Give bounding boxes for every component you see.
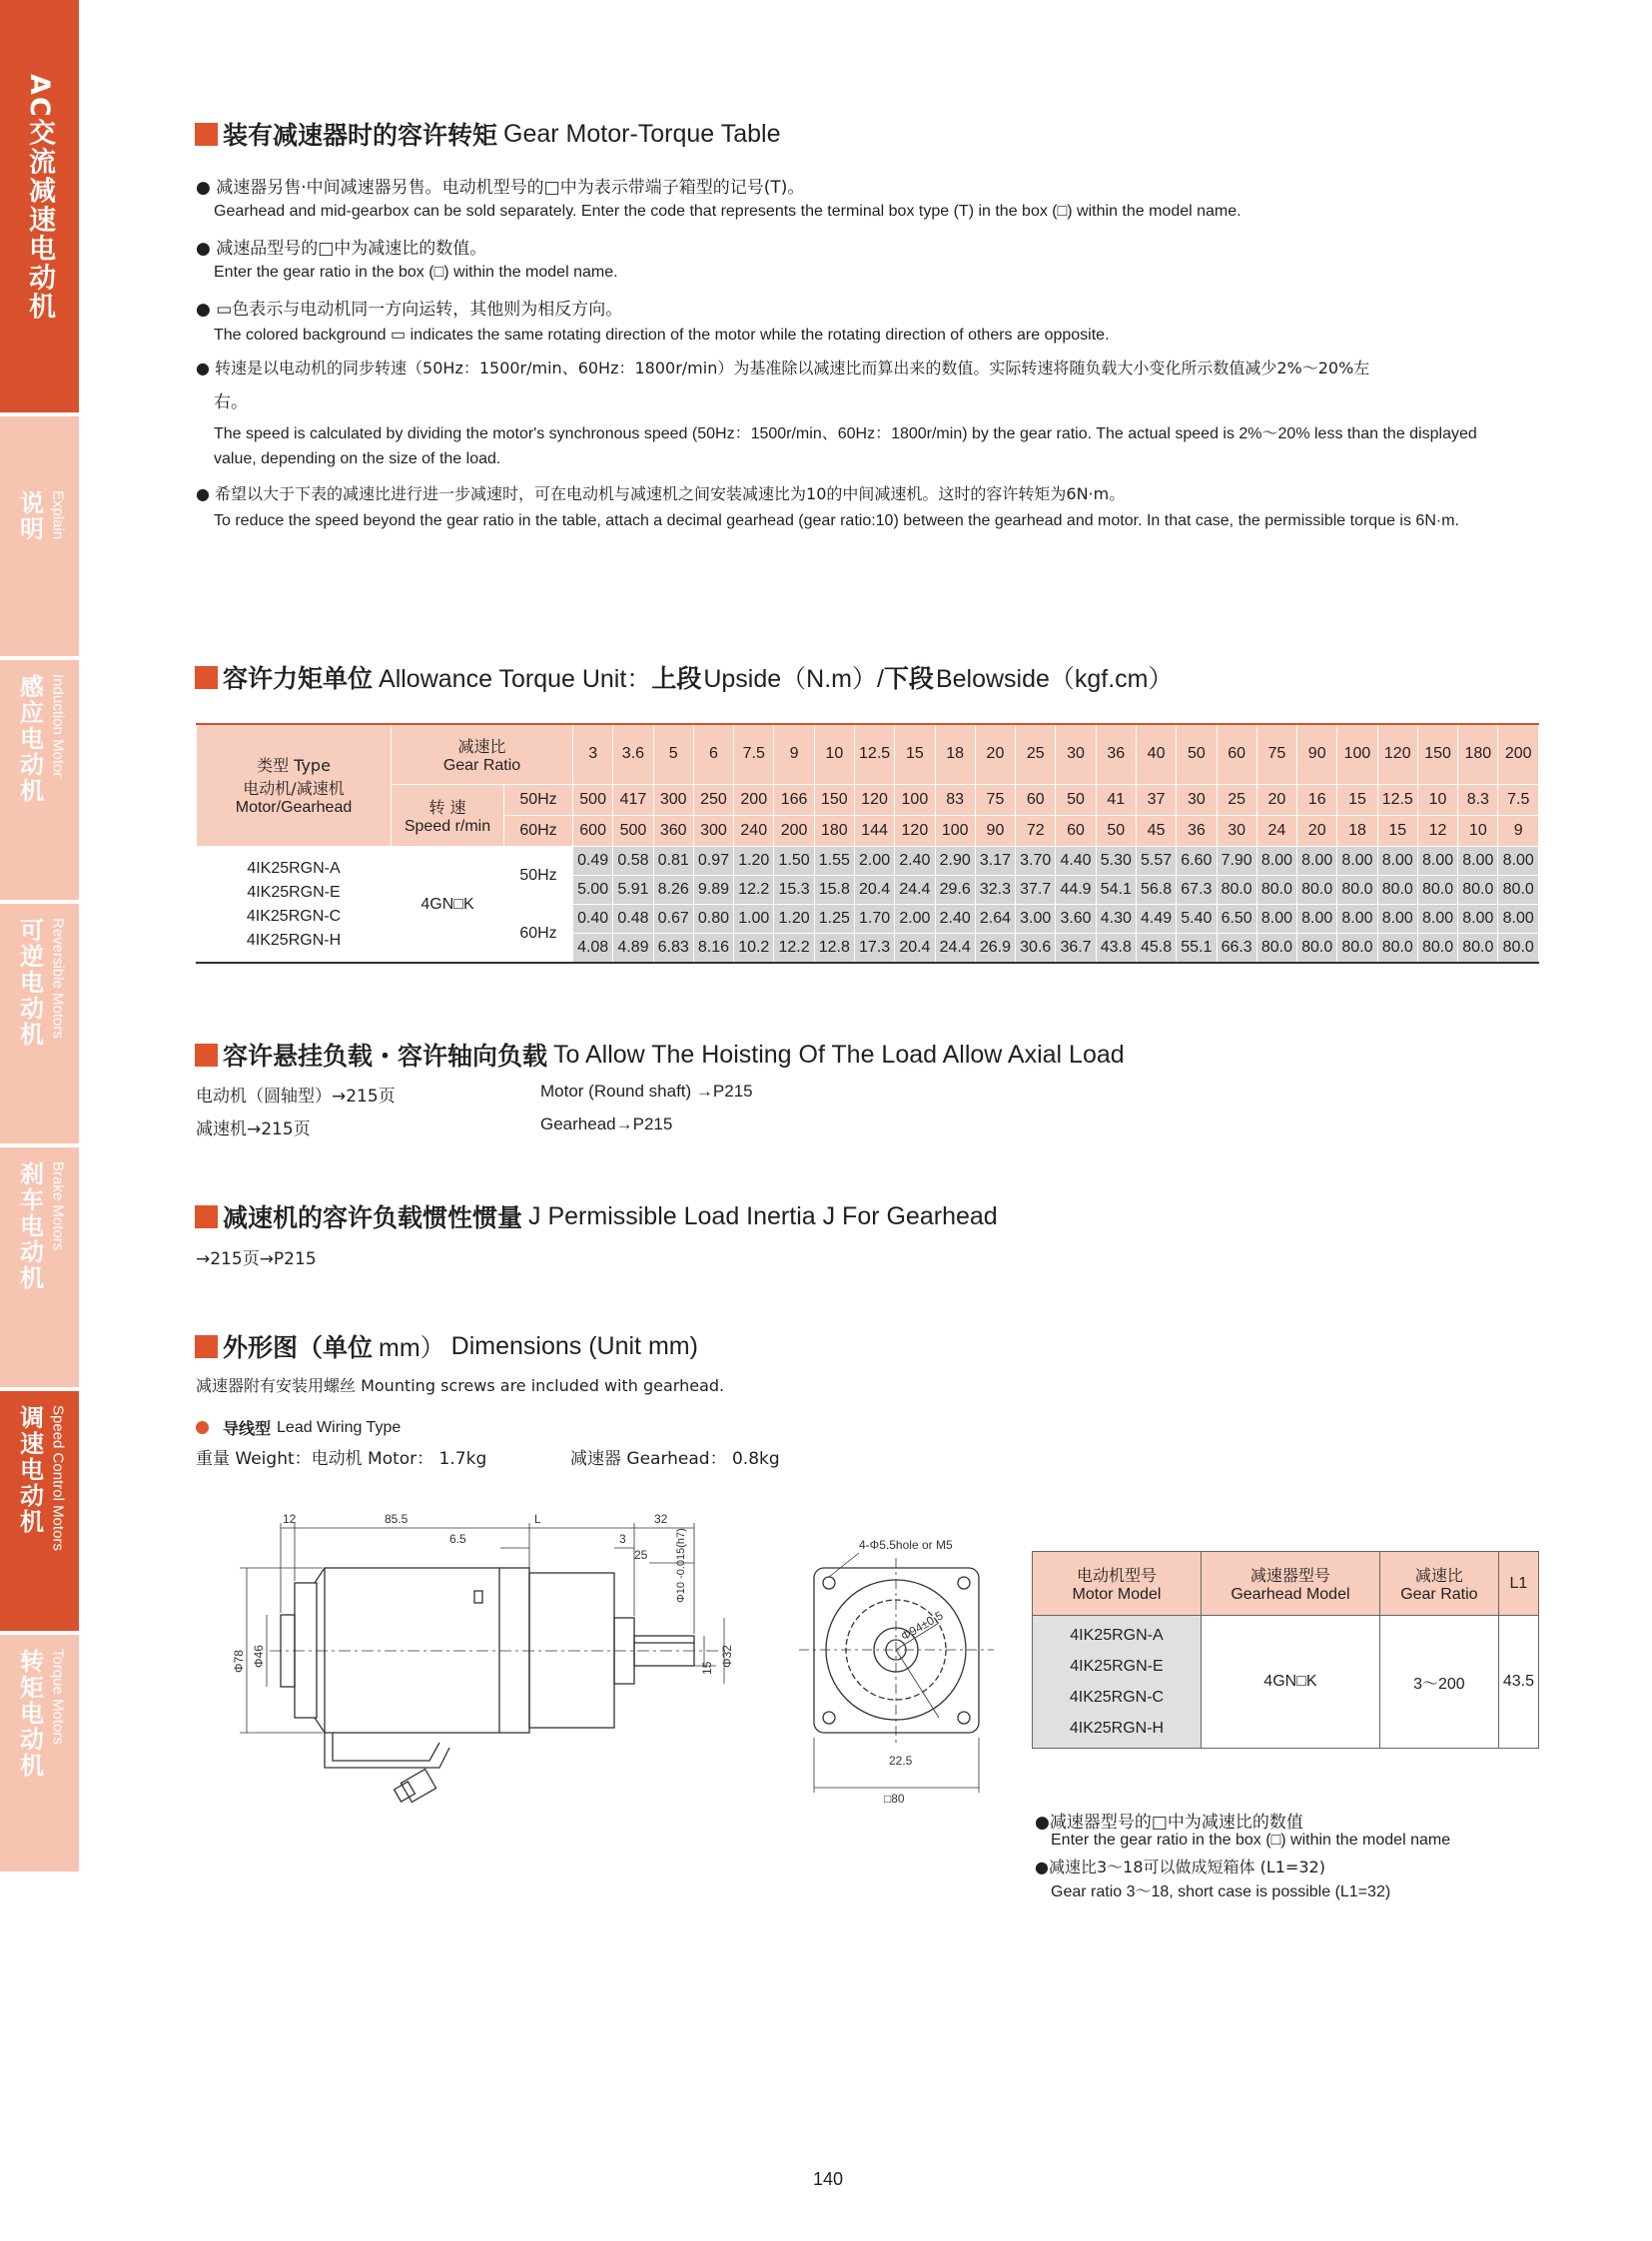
speed-value: 15 [1377,816,1417,847]
heading-square-icon [195,1205,218,1228]
dim-label: 22.5 [889,1754,913,1768]
model-name: 4IK25RGN-H [246,931,342,949]
model-name: 4IK25RGN-C [1069,1689,1165,1706]
torque-value: 67.3 [1177,876,1217,905]
speed-value: 25 [1217,785,1256,816]
torque-value: 29.6 [935,876,975,905]
speed-value: 72 [1016,816,1056,847]
torque-value: 17.3 [854,934,894,964]
ref-line: Gearhead→P215 [540,1115,673,1133]
model-name: 4IK25RGN-C [246,907,342,925]
torque-value: 80.0 [1458,934,1498,964]
speed-value: 60 [1016,785,1056,816]
sidebar-tab-ac-motor[interactable]: AC交流减速电动机 [0,0,79,412]
ref-line: Motor (Round shaft) →P215 [540,1082,753,1101]
type-label: 电动机/减速机 [243,779,345,798]
torque-value: 1.25 [814,905,854,934]
ratio-value: 10 [814,724,854,785]
speed-header-cell [392,785,504,847]
torque-value: 0.97 [693,847,733,876]
speed-value: 12 [1417,816,1457,847]
speed-value: 50 [1096,816,1136,847]
dim-label: 3 [619,1532,626,1546]
ratio-value: 20 [975,724,1015,785]
note-line: Gearhead and mid-gearbox can be sold separately. Enter the code that represents the terminal box type (T) in the box (□) within the model name. [214,203,1241,220]
speed-value: 30 [1177,785,1217,816]
note-line: ● ▭色表示与电动机同一方向运转，其他则为相反方向。 [196,300,623,320]
speed-value: 600 [573,816,613,847]
speed-value: 200 [734,785,774,816]
dim-label: 85.5 [385,1512,409,1526]
speed-label: Speed r/min [404,818,491,835]
torque-value: 4.89 [613,934,653,964]
ratio-value: 9 [774,724,814,785]
torque-value: 0.49 [573,847,613,876]
heading-square-icon [195,666,218,689]
freq-label: 60Hz [504,905,573,964]
heading-square-icon [195,1044,218,1067]
torque-value: 3.60 [1056,905,1096,934]
ratio-value: 15 [895,724,935,785]
torque-table [196,723,1539,964]
bullet-dot-icon [196,1421,209,1434]
speed-value: 60 [1056,816,1096,847]
speed-value: 100 [895,785,935,816]
torque-value: 66.3 [1217,934,1256,964]
ref-line: 电动机（圆轴型）→215页 [196,1087,396,1107]
torque-value: 8.00 [1498,847,1539,876]
speed-value: 144 [854,816,894,847]
speed-value: 16 [1297,785,1337,816]
speed-value: 50 [1056,785,1096,816]
torque-value: 0.67 [653,905,693,934]
sidebar-tab-brake[interactable]: 刹车电动机 Brake Motors [0,1147,79,1387]
torque-value: 80.0 [1458,876,1498,905]
torque-value: 6.83 [653,934,693,964]
speed-value: 8.3 [1458,785,1498,816]
sidebar-tab-explain[interactable]: 说明 Explain [0,416,79,656]
ratio-header-cell [392,724,573,785]
speed-value: 75 [975,785,1015,816]
torque-value: 80.0 [1297,934,1337,964]
ratio-value: 90 [1297,724,1337,785]
torque-value: 8.00 [1458,905,1498,934]
ratio-value: 150 [1417,724,1457,785]
ratio-value: 7.5 [734,724,774,785]
header-l1: L1 [1498,1552,1538,1616]
note-line: ● 减速品型号的□中为减速比的数值。 [196,239,487,259]
speed-value: 45 [1136,816,1176,847]
model-list-cell [1033,1616,1202,1749]
torque-value: 0.40 [573,905,613,934]
speed-value: 240 [734,816,774,847]
model-name: 4IK25RGN-E [1070,1658,1164,1675]
table-row [197,724,1539,785]
header-gearhead-model: 减速器型号 Gearhead Model [1201,1552,1379,1616]
torque-value: 1.70 [854,905,894,934]
torque-value: 7.90 [1217,847,1256,876]
dim-label: 15 [700,1661,714,1675]
heading-square-icon [195,123,218,146]
model-name: 4IK25RGN-A [1070,1627,1164,1644]
footnote-line: Enter the gear ratio in the box (□) within the model name [1051,1832,1451,1849]
dim-label: □80 [884,1792,905,1806]
torque-value: 32.3 [975,876,1015,905]
speed-value: 15 [1337,785,1377,816]
torque-value: 15.3 [774,876,814,905]
torque-value: 1.00 [734,905,774,934]
speed-value: 7.5 [1498,785,1539,816]
torque-value: 10.2 [734,934,774,964]
dim-label: 6.5 [449,1532,466,1546]
ratio-value: 5 [653,724,693,785]
speed-value: 20 [1256,785,1296,816]
ratio-value: 3 [573,724,613,785]
dim-label: 12 [283,1512,297,1526]
sidebar-nav [0,0,79,1871]
section-heading-load: 容许悬挂负载・容许轴向负载 To Allow The Hoisting Of The Load Allow Axial Load [195,1037,1125,1073]
torque-value: 36.7 [1056,934,1096,964]
table-row [197,847,1539,876]
speed-value: 100 [935,816,975,847]
page-number: 140 [813,2169,844,2189]
dim-label: Φ46 [252,1645,266,1668]
header-gear-ratio: 减速比 Gear Ratio [1379,1552,1498,1616]
speed-value: 120 [895,816,935,847]
torque-value: 80.0 [1377,876,1417,905]
sidebar-tab-speed-control[interactable]: 调速电动机 Speed Control Motors [0,1391,79,1631]
torque-value: 43.8 [1096,934,1136,964]
ratio-value: 120 [1377,724,1417,785]
speed-value: 180 [814,816,854,847]
table-row [197,785,1539,816]
model-name: 4IK25RGN-E [247,883,341,901]
model-name: 4IK25RGN-A [247,859,341,877]
torque-value: 54.1 [1096,876,1136,905]
section-heading-dimensions: 外形图（单位 mm） Dimensions (Unit mm) [195,1328,698,1364]
torque-value: 2.00 [895,905,935,934]
torque-value: 8.00 [1297,905,1337,934]
torque-value: 5.30 [1096,847,1136,876]
sidebar-tab-reversible[interactable]: 可逆电动机 Reversible Motors [0,904,79,1143]
torque-value: 1.55 [814,847,854,876]
ratio-value: 6 [693,724,733,785]
torque-value: 2.40 [935,905,975,934]
speed-value: 90 [975,816,1015,847]
motor-front-view-drawing [799,1533,999,1823]
ratio-value: 60 [1217,724,1256,785]
speed-value: 150 [814,785,854,816]
torque-value: 8.00 [1256,847,1296,876]
torque-value: 80.0 [1498,934,1539,964]
note-line: value, depending on the size of the load. [214,450,501,467]
type-header-cell [197,724,392,847]
dim-label: 4-Φ5.5hole or M5 [859,1538,953,1552]
torque-value: 44.9 [1056,876,1096,905]
speed-value: 83 [935,785,975,816]
torque-value: 80.0 [1217,876,1256,905]
model-table [1032,1551,1539,1749]
speed-value: 300 [653,785,693,816]
freq-label: 60Hz [504,816,573,847]
ratio-value: 75 [1256,724,1296,785]
torque-value: 6.60 [1177,847,1217,876]
torque-value: 4.40 [1056,847,1096,876]
footnote-line: ●减速比3～18可以做成短箱体 (L1=32) [1035,1858,1325,1876]
ratio-value: 3.6 [613,724,653,785]
type-label: 类型 Type [257,756,331,775]
torque-value: 37.7 [1016,876,1056,905]
torque-value: 80.0 [1417,934,1457,964]
speed-value: 24 [1256,816,1296,847]
ref-line: 减速机→215页 [196,1120,311,1139]
weight-gearhead: 减速器 Gearhead： 0.8kg [570,1449,780,1469]
torque-value: 8.16 [693,934,733,964]
torque-value: 80.0 [1417,876,1457,905]
l1-cell: 43.5 [1498,1616,1538,1749]
model-name: 4IK25RGN-H [1069,1720,1165,1737]
torque-value: 8.00 [1377,847,1417,876]
torque-value: 4.49 [1136,905,1176,934]
speed-value: 200 [774,816,814,847]
speed-value: 37 [1136,785,1176,816]
torque-value: 8.00 [1337,905,1377,934]
torque-value: 6.50 [1217,905,1256,934]
torque-value: 26.9 [975,934,1015,964]
speed-value: 166 [774,785,814,816]
torque-value: 80.0 [1377,934,1417,964]
torque-value: 80.0 [1337,876,1377,905]
note-line: The speed is calculated by dividing the motor's synchronous speed (50Hz：1500r/min、60Hz：1800r/min) by the gear ratio. The actual speed is 2%～20% less than the displayed [214,425,1477,442]
speed-value: 417 [613,785,653,816]
torque-value: 24.4 [895,876,935,905]
torque-value: 12.2 [774,934,814,964]
speed-value: 500 [613,816,653,847]
torque-value: 80.0 [1337,934,1377,964]
torque-value: 1.50 [774,847,814,876]
sidebar-tab-induction[interactable]: 感应电动机 Induction Motor [0,660,79,900]
torque-value: 1.20 [774,905,814,934]
torque-value: 8.00 [1337,847,1377,876]
speed-value: 250 [693,785,733,816]
screws-note: 减速器附有安装用螺丝 Mounting screws are included with gearhead. [196,1376,725,1395]
torque-value: 8.00 [1498,905,1539,934]
ratio-label: 减速比 [457,736,506,756]
torque-value: 3.17 [975,847,1015,876]
model-list-cell [197,847,392,964]
torque-value: 20.4 [895,934,935,964]
torque-value: 45.8 [1136,934,1176,964]
note-line: To reduce the speed beyond the gear ratio in the table, attach a decimal gearhead (gear ratio:10) between the gearhead and motor. In that case, the permissible torque is 6N·m. [214,512,1459,529]
dim-label: Φ78 [232,1650,246,1673]
torque-value: 12.8 [814,934,854,964]
section-heading-allowance: 容许力矩单位 Allowance Torque Unit： 上段 Upside（N.m）/ 下段 Belowside（kgf.cm） [195,659,1174,695]
torque-value: 55.1 [1177,934,1217,964]
torque-value: 2.90 [935,847,975,876]
table-top-rule [196,723,1539,725]
torque-value: 30.6 [1016,934,1056,964]
torque-value: 5.00 [573,876,613,905]
ratio-value: 25 [1016,724,1056,785]
torque-value: 5.40 [1177,905,1217,934]
torque-value: 2.00 [854,847,894,876]
torque-value: 8.00 [1458,847,1498,876]
note-line: The colored background ▭ indicates the same rotating direction of the motor while the rotating direction of others are opposite. [214,327,1110,344]
ratio-value: 40 [1136,724,1176,785]
torque-value: 80.0 [1256,876,1296,905]
torque-value: 20.4 [854,876,894,905]
speed-value: 9 [1498,816,1539,847]
torque-value: 15.8 [814,876,854,905]
gearhead-cell: 4GN□K [1201,1616,1379,1749]
torque-value: 0.58 [613,847,653,876]
torque-value: 80.0 [1297,876,1337,905]
ratio-value: 12.5 [854,724,894,785]
speed-value: 360 [653,816,693,847]
heading-square-icon [195,1335,218,1358]
speed-label: 转 速 [428,798,466,817]
torque-value: 2.64 [975,905,1015,934]
speed-value: 12.5 [1377,785,1417,816]
speed-value: 10 [1417,785,1457,816]
speed-value: 30 [1217,816,1256,847]
wire-type-label: 导线型 Lead Wiring Type [196,1416,401,1439]
section-heading-torque: 装有减速器时的容许转矩 Gear Motor-Torque Table [195,116,780,152]
torque-value: 5.57 [1136,847,1176,876]
torque-value: 8.00 [1377,905,1417,934]
torque-value: 24.4 [935,934,975,964]
speed-value: 120 [854,785,894,816]
speed-value: 500 [573,785,613,816]
gearhead-cell: 4GN□K [392,847,504,964]
freq-label: 50Hz [504,847,573,905]
motor-side-view-drawing [225,1503,764,1823]
freq-label: 50Hz [504,785,573,816]
type-label: Motor/Gearhead [235,799,353,816]
ratio-value: 100 [1337,724,1377,785]
torque-value: 56.8 [1136,876,1176,905]
ratio-value: 36 [1096,724,1136,785]
ref-line: →215页→P215 [196,1249,317,1269]
torque-value: 8.00 [1256,905,1296,934]
sidebar-tab-torque[interactable]: 转矩电动机 Torque Motors [0,1635,79,1871]
speed-value: 41 [1096,785,1136,816]
note-line: ● 希望以大于下表的减速比进行进一步减速时，可在电动机与减速机之间安装减速比为10的中间减速机。这时的容许转矩为6N·m。 [196,484,1126,503]
dim-label: L [534,1512,541,1526]
footnote-line: Gear ratio 3～18, short case is possible (L1=32) [1051,1883,1391,1900]
ratio-value: 180 [1458,724,1498,785]
dim-label: Φ32 [720,1645,734,1668]
header-motor-model: 电动机型号 Motor Model [1033,1552,1202,1616]
torque-value: 12.2 [734,876,774,905]
torque-value: 0.80 [693,905,733,934]
torque-value: 0.48 [613,905,653,934]
speed-value: 20 [1297,816,1337,847]
dim-label: Φ94±0.5 [898,1608,946,1644]
dim-label: 32 [654,1512,668,1526]
torque-value: 3.00 [1016,905,1056,934]
speed-value: 18 [1337,816,1377,847]
speed-value: 300 [693,816,733,847]
note-line: ● 减速器另售·中间减速器另售。电动机型号的□中为表示带端子箱型的记号(T)。 [196,178,805,198]
torque-value: 4.08 [573,934,613,964]
ratio-value: 18 [935,724,975,785]
footnote-line: ●减速器型号的□中为减速比的数值 [1035,1813,1303,1833]
ratio-label: Gear Ratio [442,756,521,774]
weight-motor: 重量 Weight：电动机 Motor： 1.7kg [196,1449,487,1469]
torque-value: 3.70 [1016,847,1056,876]
note-line: ● 转速是以电动机的同步转速（50Hz：1500r/min、60Hz：1800r/min）为基准除以减速比而算出来的数值。实际转速将随负载大小变化所示数值减少2%～20%左 [196,359,1370,377]
ratio-cell: 3～200 [1379,1616,1498,1749]
ratio-value: 30 [1056,724,1096,785]
ratio-value: 200 [1498,724,1539,785]
dim-label: 25 [634,1548,648,1562]
torque-value: 8.26 [653,876,693,905]
speed-value: 10 [1458,816,1498,847]
ratio-value: 50 [1177,724,1217,785]
note-line: 右。 [214,392,248,412]
dim-label: Φ10 -0.015(h7) [675,1528,687,1603]
torque-value: 8.00 [1417,905,1457,934]
torque-value: 4.30 [1096,905,1136,934]
torque-value: 8.00 [1417,847,1457,876]
torque-value: 9.89 [693,876,733,905]
section-heading-inertia: 减速机的容许负载惯性惯量 J Permissible Load Inertia J For Gearhead [195,1198,998,1234]
torque-value: 80.0 [1256,934,1296,964]
torque-value: 0.81 [653,847,693,876]
speed-value: 36 [1177,816,1217,847]
torque-value: 80.0 [1498,876,1539,905]
torque-value: 5.91 [613,876,653,905]
note-line: Enter the gear ratio in the box (□) within the model name. [214,264,618,281]
torque-value: 2.40 [895,847,935,876]
torque-value: 8.00 [1297,847,1337,876]
torque-value: 1.20 [734,847,774,876]
